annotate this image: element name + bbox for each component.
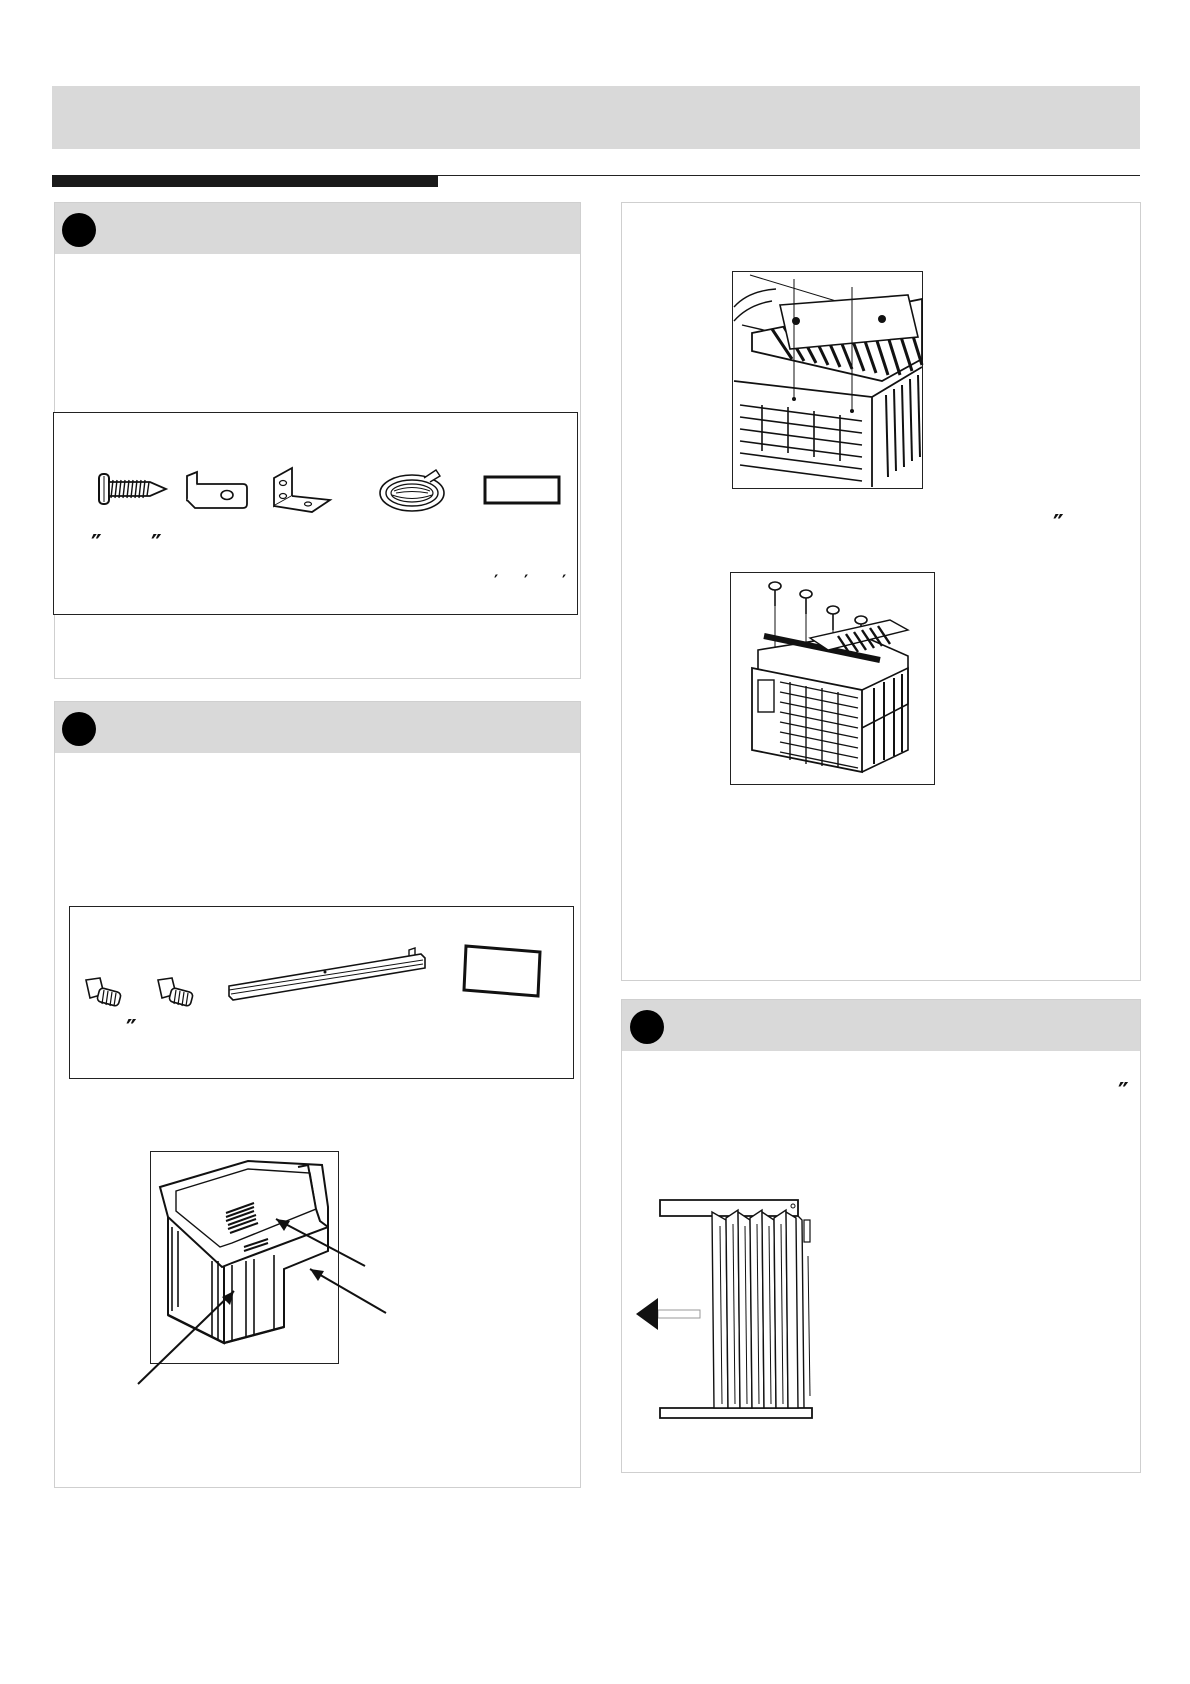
sealing-strip-icon (483, 475, 563, 507)
dimension-mark: ″ (126, 1014, 137, 1043)
dimension-mark: ″ (151, 529, 162, 558)
header-band (52, 86, 1140, 149)
dimension-mark: ″ (1118, 1077, 1129, 1106)
thumb-screw-icon (156, 976, 198, 1012)
step-2-header (55, 702, 580, 753)
rail-screws-figure (730, 572, 935, 785)
step-3-header (622, 1000, 1140, 1051)
dimension-mark: ″ (91, 529, 102, 558)
dimension-mark: ′ (524, 571, 529, 590)
screw-icon (98, 470, 170, 508)
step-3-number-dot (630, 1010, 664, 1044)
step-1-header (55, 203, 580, 254)
dimension-mark: ′ (494, 571, 499, 590)
cabinet-illustration (150, 1151, 530, 1411)
top-cover-figure (732, 271, 932, 493)
step-2-number-dot (62, 712, 96, 746)
dimension-mark: ″ (1053, 509, 1064, 538)
panel-piece-icon (462, 944, 544, 1000)
step-1-number-dot (62, 213, 96, 247)
bracket-icon (183, 470, 249, 510)
header-rule-thick (52, 175, 438, 187)
dimension-mark: ′ (562, 571, 567, 590)
top-rail-icon (225, 948, 430, 1006)
thumb-screw-icon (84, 976, 126, 1012)
foam-seal-icon (378, 464, 452, 514)
angle-bracket-icon (270, 466, 334, 514)
side-curtain-figure (636, 1196, 836, 1426)
